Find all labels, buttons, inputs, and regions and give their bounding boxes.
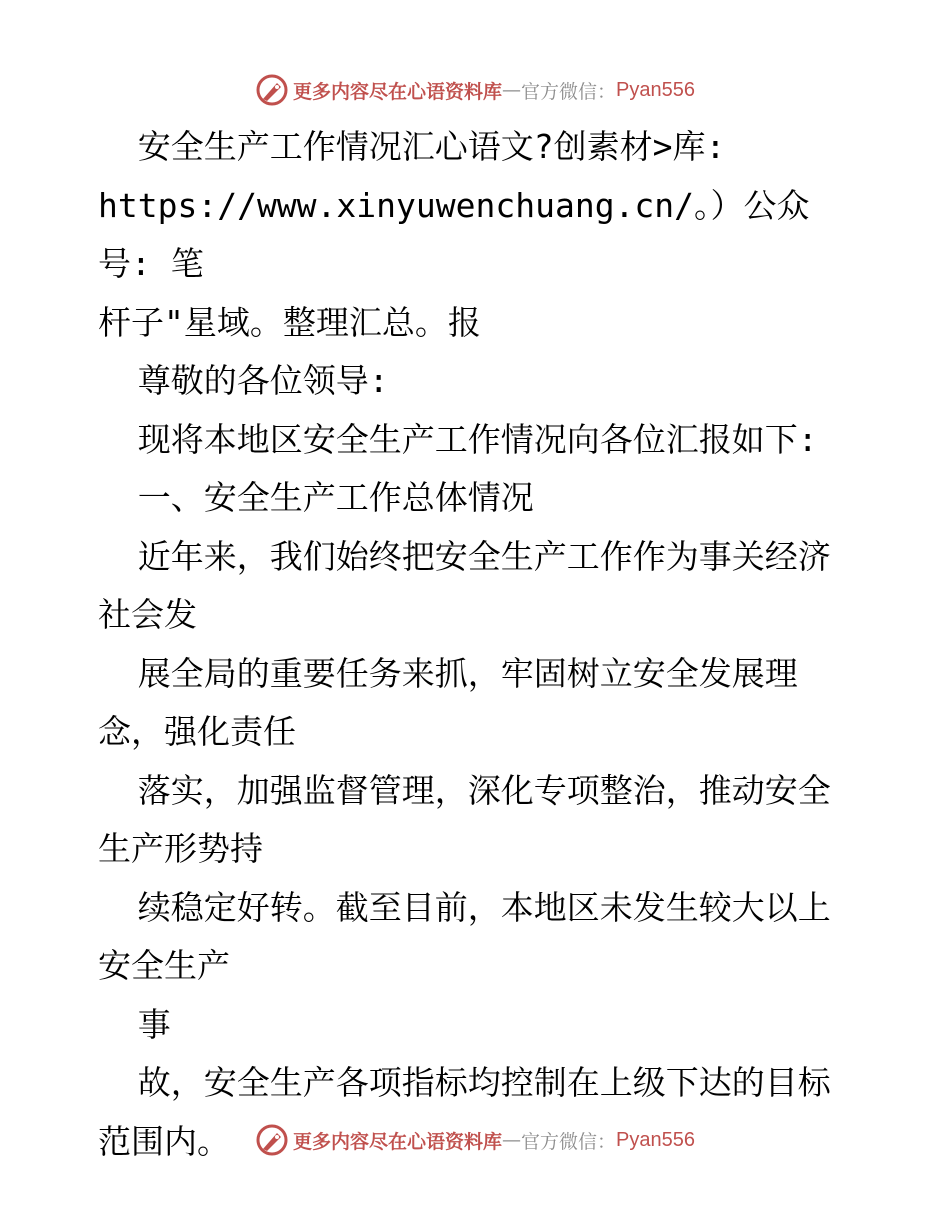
text-line: 社会发: [98, 595, 197, 634]
banner-wechat-id: Pyan556: [616, 78, 695, 101]
text-line: 一、安全生产工作总体情况: [98, 478, 534, 517]
header-watermark-banner: [0, 70, 950, 110]
pen-nib-logo-icon: [255, 73, 289, 107]
banner-brand-text: 更多内容尽在心语资料库: [293, 80, 503, 103]
text-line: https://www.xinyuwenchuang.cn/。）公众号: 笔: [98, 185, 810, 283]
text-line: 近年来，我们始终把安全生产工作作为事关经济: [98, 536, 831, 576]
banner-separator: —: [502, 79, 522, 101]
footer-watermark-banner: [0, 1120, 950, 1160]
text-line: 事: [98, 1004, 171, 1044]
text-line: 杆子"星域。整理汇总。报: [98, 302, 481, 342]
text-line: 展全局的重要任务来抓，牢固树立安全发展理: [98, 653, 798, 693]
banner-separator: —: [502, 1129, 522, 1151]
text-line: 故，安全生产各项指标均控制在上级下达的目标: [98, 1063, 831, 1102]
text-line: 安全生产: [98, 946, 230, 985]
banner-wechat-label: 官方微信：: [521, 1130, 617, 1153]
text-line: 落实，加强监督管理，深化专项整治，推动安全: [98, 770, 831, 810]
banner-wechat-id: Pyan556: [616, 1128, 695, 1151]
banner-wechat-label: 官方微信：: [521, 80, 617, 103]
text-line: 尊敬的各位领导:: [98, 361, 389, 400]
text-line: 念，强化责任: [98, 712, 296, 751]
text-line: 生产形势持: [98, 829, 263, 868]
pen-nib-logo-icon: [255, 1123, 289, 1157]
banner-brand-text: 更多内容尽在心语资料库: [293, 1130, 503, 1153]
text-line: 现将本地区安全生产工作情况向各位汇报如下:: [98, 419, 818, 459]
text-line: 续稳定好转。截至目前，本地区未发生较大以上: [98, 887, 831, 927]
document-body: [98, 118, 858, 1171]
text-line: 安全生产工作情况汇心语文?创素材>库:: [98, 127, 726, 166]
text-line: 范围内。: [98, 1121, 230, 1161]
